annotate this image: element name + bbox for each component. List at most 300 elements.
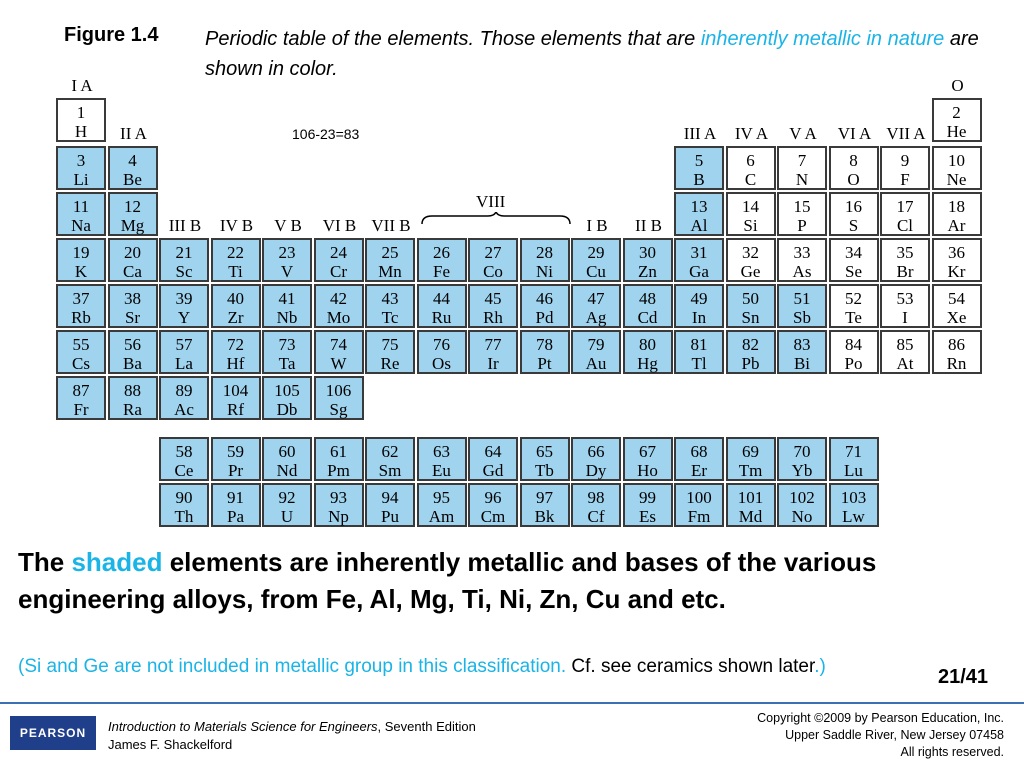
element-cell	[571, 483, 621, 527]
element-cell	[468, 330, 518, 374]
element-symbol: Pd	[535, 308, 554, 327]
atomic-number: 34	[845, 243, 862, 262]
element-cell	[829, 483, 879, 527]
element-symbol: Cr	[330, 262, 347, 281]
figure-caption	[205, 24, 985, 84]
atomic-number: 53	[896, 289, 914, 308]
atomic-number: 5	[694, 151, 704, 170]
element-symbol: Pt	[537, 354, 552, 373]
book-edition: , Seventh Edition	[377, 719, 476, 734]
footer-book-info	[108, 718, 476, 754]
element-cell	[726, 238, 776, 282]
element-symbol: Pr	[227, 461, 244, 480]
element-cell	[777, 437, 827, 481]
element-cell	[880, 146, 930, 190]
element-symbol: Sr	[124, 308, 141, 327]
atomic-number: 64	[484, 442, 502, 461]
element-cell	[56, 192, 106, 236]
atomic-number: 15	[793, 197, 811, 216]
atomic-number: 45	[484, 289, 502, 308]
element-symbol: Sg	[329, 400, 348, 419]
atomic-number: 49	[690, 289, 708, 308]
element-cell	[211, 376, 261, 420]
atomic-number: 28	[536, 243, 553, 262]
atomic-number: 43	[381, 289, 399, 308]
group-viii-brace	[420, 212, 572, 226]
paragraph-part-c: elements are inherently metallic and bases of the various engineering alloys, from Fe, Al, Mg, Ti, Ni, Zn, Cu and etc.	[18, 547, 877, 614]
atomic-number: 69	[742, 442, 759, 461]
element-cell	[674, 437, 724, 481]
atomic-number: 39	[175, 289, 193, 308]
group-label: VII B	[371, 216, 411, 235]
element-cell	[726, 330, 776, 374]
element-cell	[56, 376, 106, 420]
element-symbol: Pm	[327, 461, 350, 480]
paragraph-highlight: shaded	[71, 547, 163, 577]
element-cell	[726, 192, 776, 236]
element-symbol: Es	[639, 507, 656, 526]
element-symbol: Am	[428, 507, 455, 526]
element-cell	[211, 238, 261, 282]
atomic-number: 51	[793, 289, 811, 308]
atomic-number: 102	[789, 488, 815, 507]
element-symbol: Ta	[278, 354, 296, 373]
element-symbol: Li	[73, 170, 89, 189]
element-cell	[108, 376, 158, 420]
atomic-number: 18	[948, 197, 965, 216]
atomic-number: 88	[124, 381, 141, 400]
atomic-number: 37	[72, 289, 90, 308]
figure-label: Figure 1.4	[64, 24, 159, 46]
atomic-number: 105	[274, 381, 300, 400]
element-symbol: B	[693, 170, 705, 189]
atomic-number: 70	[793, 442, 811, 461]
element-symbol: Gd	[482, 461, 504, 480]
group-label: III A	[683, 124, 717, 143]
atomic-number: 44	[433, 289, 450, 308]
element-symbol: Hg	[637, 354, 658, 373]
footer-divider	[0, 702, 1024, 704]
element-symbol: Ga	[689, 262, 709, 281]
sub-note-part-a: (Si and Ge are not included in metallic group in this classification.	[18, 656, 572, 677]
element-symbol: Ru	[431, 308, 452, 327]
atomic-number: 59	[227, 442, 244, 461]
element-symbol: Au	[585, 354, 607, 373]
element-symbol: Ag	[585, 308, 607, 327]
element-symbol: Mg	[120, 216, 145, 235]
element-cell	[623, 284, 673, 328]
atomic-number: 9	[900, 151, 910, 170]
copyright-line-2: Upper Saddle River, New Jersey 07458	[785, 728, 1004, 742]
element-symbol: Os	[432, 354, 451, 373]
element-symbol: Zr	[227, 308, 244, 327]
element-symbol: Ba	[123, 354, 142, 373]
atomic-number: 87	[72, 381, 90, 400]
element-cell	[262, 330, 312, 374]
element-cell	[468, 483, 518, 527]
element-symbol: Er	[690, 461, 708, 480]
element-symbol: Ge	[740, 262, 761, 281]
element-cell	[726, 284, 776, 328]
element-cell	[829, 146, 879, 190]
element-cell	[211, 483, 261, 527]
atomic-number: 16	[845, 197, 862, 216]
element-symbol: Bi	[793, 354, 811, 373]
element-symbol: Zn	[638, 262, 657, 281]
element-symbol: Yb	[791, 461, 813, 480]
element-symbol: O	[847, 170, 860, 189]
element-cell	[777, 192, 827, 236]
page-number: 21/41	[938, 666, 989, 688]
element-cell	[417, 238, 467, 282]
element-cell	[829, 238, 879, 282]
element-symbol: H	[74, 122, 88, 141]
element-cell	[314, 330, 364, 374]
element-cell	[623, 437, 673, 481]
element-symbol: Rf	[227, 400, 244, 419]
atomic-number: 24	[330, 243, 347, 262]
atomic-number: 95	[433, 488, 450, 507]
caption-highlight: inherently metallic in nature	[700, 28, 945, 50]
element-symbol: At	[896, 354, 914, 373]
element-symbol: Pu	[381, 507, 399, 526]
element-cell	[314, 437, 364, 481]
element-symbol: Ne	[946, 170, 967, 189]
atomic-number: 50	[742, 289, 759, 308]
element-cell	[468, 238, 518, 282]
element-symbol: S	[848, 216, 859, 235]
atomic-number: 77	[484, 335, 502, 354]
group-label: VIII	[476, 192, 506, 211]
annotation-note: 106-23=83	[292, 126, 360, 142]
atomic-number: 82	[742, 335, 759, 354]
atomic-number: 61	[330, 442, 347, 461]
element-cell	[314, 483, 364, 527]
element-symbol: Bk	[534, 507, 555, 526]
atomic-number: 103	[840, 488, 867, 507]
element-cell	[211, 330, 261, 374]
footer-copyright	[757, 710, 1004, 761]
atomic-number: 74	[330, 335, 347, 354]
sub-note-part-c: .)	[814, 656, 826, 677]
atomic-number: 98	[587, 488, 605, 507]
element-symbol: N	[795, 170, 809, 189]
atomic-number: 7	[797, 151, 807, 170]
element-cell	[880, 284, 930, 328]
element-symbol: I	[902, 308, 908, 327]
atomic-number: 86	[948, 335, 965, 354]
atomic-number: 42	[330, 289, 347, 308]
element-symbol: Sb	[793, 308, 811, 327]
atomic-number: 93	[330, 488, 347, 507]
element-cell	[262, 284, 312, 328]
element-symbol: Na	[71, 216, 91, 235]
atomic-number: 21	[175, 243, 193, 262]
element-cell	[262, 437, 312, 481]
atomic-number: 80	[639, 335, 656, 354]
atomic-number: 29	[587, 243, 605, 262]
element-cell	[829, 330, 879, 374]
element-symbol: Nd	[276, 461, 298, 480]
atomic-number: 60	[278, 442, 296, 461]
element-symbol: Cm	[480, 507, 506, 526]
element-symbol: Mo	[326, 308, 351, 327]
element-cell	[571, 284, 621, 328]
atomic-number: 67	[639, 442, 656, 461]
element-symbol: Se	[845, 262, 862, 281]
element-symbol: Ca	[123, 262, 142, 281]
atomic-number: 22	[227, 243, 244, 262]
element-symbol: In	[691, 308, 707, 327]
atomic-number: 57	[175, 335, 193, 354]
element-symbol: Tl	[691, 354, 707, 373]
atomic-number: 97	[536, 488, 553, 507]
element-cell	[777, 483, 827, 527]
element-cell	[880, 330, 930, 374]
atomic-number: 54	[948, 289, 965, 308]
atomic-number: 65	[536, 442, 553, 461]
element-symbol: Si	[743, 216, 758, 235]
element-symbol: Np	[328, 507, 349, 526]
element-cell	[417, 437, 467, 481]
element-symbol: Dy	[585, 461, 607, 480]
atomic-number: 99	[639, 488, 656, 507]
atomic-number: 26	[433, 243, 450, 262]
element-symbol: Ni	[536, 262, 553, 281]
element-cell	[108, 238, 158, 282]
atomic-number: 11	[72, 197, 90, 216]
atomic-number: 52	[845, 289, 862, 308]
atomic-number: 106	[325, 381, 352, 400]
atomic-number: 66	[587, 442, 605, 461]
element-symbol: Y	[177, 308, 191, 327]
element-cell	[932, 192, 982, 236]
atomic-number: 17	[896, 197, 914, 216]
element-cell	[417, 284, 467, 328]
element-cell	[674, 483, 724, 527]
caption-part-c: are shown in color.	[205, 28, 979, 80]
element-cell	[520, 284, 570, 328]
atomic-number: 75	[381, 335, 399, 354]
element-cell	[159, 238, 209, 282]
group-label: IV A	[734, 124, 769, 143]
element-symbol: Ir	[487, 354, 499, 373]
element-symbol: Kr	[947, 262, 966, 281]
element-symbol: Ho	[637, 461, 658, 480]
element-cell	[159, 284, 209, 328]
group-label: I B	[586, 216, 608, 235]
element-cell	[56, 330, 106, 374]
atomic-number: 3	[76, 151, 86, 170]
element-cell	[777, 238, 827, 282]
element-symbol: F	[900, 170, 910, 189]
paragraph-part-a: The	[18, 547, 72, 577]
element-symbol: Co	[483, 262, 503, 281]
element-cell	[932, 98, 982, 142]
atomic-number: 48	[639, 289, 656, 308]
atomic-number: 38	[124, 289, 141, 308]
atomic-number: 71	[845, 442, 862, 461]
element-symbol: C	[744, 170, 757, 189]
element-cell	[777, 330, 827, 374]
caption-part-a: Periodic table of the elements. Those elements that are	[205, 28, 701, 50]
atomic-number: 33	[793, 243, 811, 262]
element-cell	[674, 284, 724, 328]
atomic-number: 31	[690, 243, 708, 262]
atomic-number: 1	[76, 103, 86, 122]
atomic-number: 96	[484, 488, 502, 507]
element-symbol: Eu	[432, 461, 451, 480]
element-cell	[314, 376, 364, 420]
group-label: O	[951, 76, 964, 95]
atomic-number: 36	[948, 243, 965, 262]
atomic-number: 85	[896, 335, 914, 354]
atomic-number: 83	[793, 335, 811, 354]
element-cell	[726, 146, 776, 190]
element-symbol: Pb	[741, 354, 760, 373]
atomic-number: 92	[278, 488, 296, 507]
element-cell	[56, 238, 106, 282]
element-cell	[571, 437, 621, 481]
atomic-number: 81	[690, 335, 708, 354]
sub-note-part-b: Cf. see ceramics shown later	[571, 656, 815, 677]
element-cell	[674, 192, 724, 236]
element-cell	[108, 146, 158, 190]
element-cell	[365, 483, 415, 527]
element-symbol: P	[797, 216, 807, 235]
element-symbol: Cf	[587, 507, 605, 526]
element-cell	[314, 238, 364, 282]
group-label: VI B	[322, 216, 357, 235]
group-label: IV B	[219, 216, 254, 235]
element-symbol: Sc	[175, 262, 193, 281]
group-label: VII A	[886, 124, 926, 143]
atomic-number: 30	[639, 243, 656, 262]
element-symbol: Cu	[586, 262, 606, 281]
element-symbol: Rh	[483, 308, 503, 327]
atomic-number: 55	[72, 335, 90, 354]
atomic-number: 47	[587, 289, 605, 308]
atomic-number: 23	[278, 243, 296, 262]
element-cell	[571, 330, 621, 374]
element-symbol: As	[792, 262, 812, 281]
element-cell	[623, 238, 673, 282]
element-cell	[211, 437, 261, 481]
element-cell	[159, 437, 209, 481]
element-cell	[108, 330, 158, 374]
atomic-number: 13	[690, 197, 708, 216]
element-cell	[159, 376, 209, 420]
element-symbol: No	[791, 507, 813, 526]
element-cell	[880, 238, 930, 282]
element-cell	[674, 330, 724, 374]
element-symbol: Ti	[228, 262, 243, 281]
element-symbol: Rn	[946, 354, 967, 373]
element-cell	[674, 146, 724, 190]
group-label: V B	[274, 216, 302, 235]
element-cell	[314, 284, 364, 328]
group-label: VI A	[837, 124, 872, 143]
atomic-number: 62	[381, 442, 399, 461]
element-cell	[932, 146, 982, 190]
element-symbol: Re	[380, 354, 400, 373]
element-cell	[56, 284, 106, 328]
atomic-number: 90	[175, 488, 193, 507]
element-cell	[932, 238, 982, 282]
element-cell	[880, 192, 930, 236]
atomic-number: 58	[175, 442, 193, 461]
element-symbol: Tb	[535, 461, 554, 480]
element-cell	[829, 192, 879, 236]
element-symbol: Cd	[637, 308, 658, 327]
group-label: III B	[168, 216, 202, 235]
sub-note	[18, 656, 1008, 678]
atomic-number: 41	[278, 289, 296, 308]
atomic-number: 32	[742, 243, 759, 262]
group-label: V A	[789, 124, 817, 143]
element-cell	[211, 284, 261, 328]
element-symbol: Hf	[226, 354, 245, 373]
atomic-number: 56	[124, 335, 141, 354]
element-symbol: Nb	[276, 308, 298, 327]
element-cell	[520, 483, 570, 527]
element-cell	[932, 284, 982, 328]
atomic-number: 63	[433, 442, 450, 461]
element-symbol: Th	[174, 507, 194, 526]
element-cell	[365, 284, 415, 328]
element-symbol: Ac	[174, 400, 194, 419]
element-cell	[829, 284, 879, 328]
element-symbol: Db	[276, 400, 298, 419]
atomic-number: 19	[72, 243, 90, 262]
element-symbol: Tm	[738, 461, 763, 480]
element-symbol: Po	[844, 354, 863, 373]
element-cell	[726, 437, 776, 481]
atomic-number: 35	[896, 243, 914, 262]
element-symbol: Fe	[433, 262, 450, 281]
atomic-number: 73	[278, 335, 296, 354]
group-label: II A	[120, 124, 147, 143]
atomic-number: 78	[536, 335, 553, 354]
element-symbol: Lu	[844, 461, 863, 480]
element-cell	[726, 483, 776, 527]
element-cell	[571, 238, 621, 282]
atomic-number: 8	[849, 151, 858, 170]
atomic-number: 76	[433, 335, 450, 354]
book-author: James F. Shackelford	[108, 737, 233, 752]
element-cell	[932, 330, 982, 374]
element-symbol: Be	[123, 170, 142, 189]
pearson-logo: PEARSON	[10, 716, 96, 750]
atomic-number: 84	[845, 335, 862, 354]
group-label: I A	[71, 76, 93, 95]
element-symbol: Sm	[378, 461, 402, 480]
element-cell	[365, 238, 415, 282]
element-symbol: Fm	[687, 507, 711, 526]
element-symbol: K	[74, 262, 88, 281]
element-cell	[829, 437, 879, 481]
element-cell	[262, 238, 312, 282]
element-symbol: Cs	[72, 354, 90, 373]
element-cell	[108, 284, 158, 328]
copyright-line-1: Copyright ©2009 by Pearson Education, Inc.	[757, 711, 1004, 725]
element-cell	[159, 483, 209, 527]
element-symbol: Br	[896, 262, 914, 281]
element-cell	[262, 483, 312, 527]
element-symbol: Ce	[174, 461, 194, 480]
element-cell	[777, 284, 827, 328]
atomic-number: 89	[175, 381, 193, 400]
